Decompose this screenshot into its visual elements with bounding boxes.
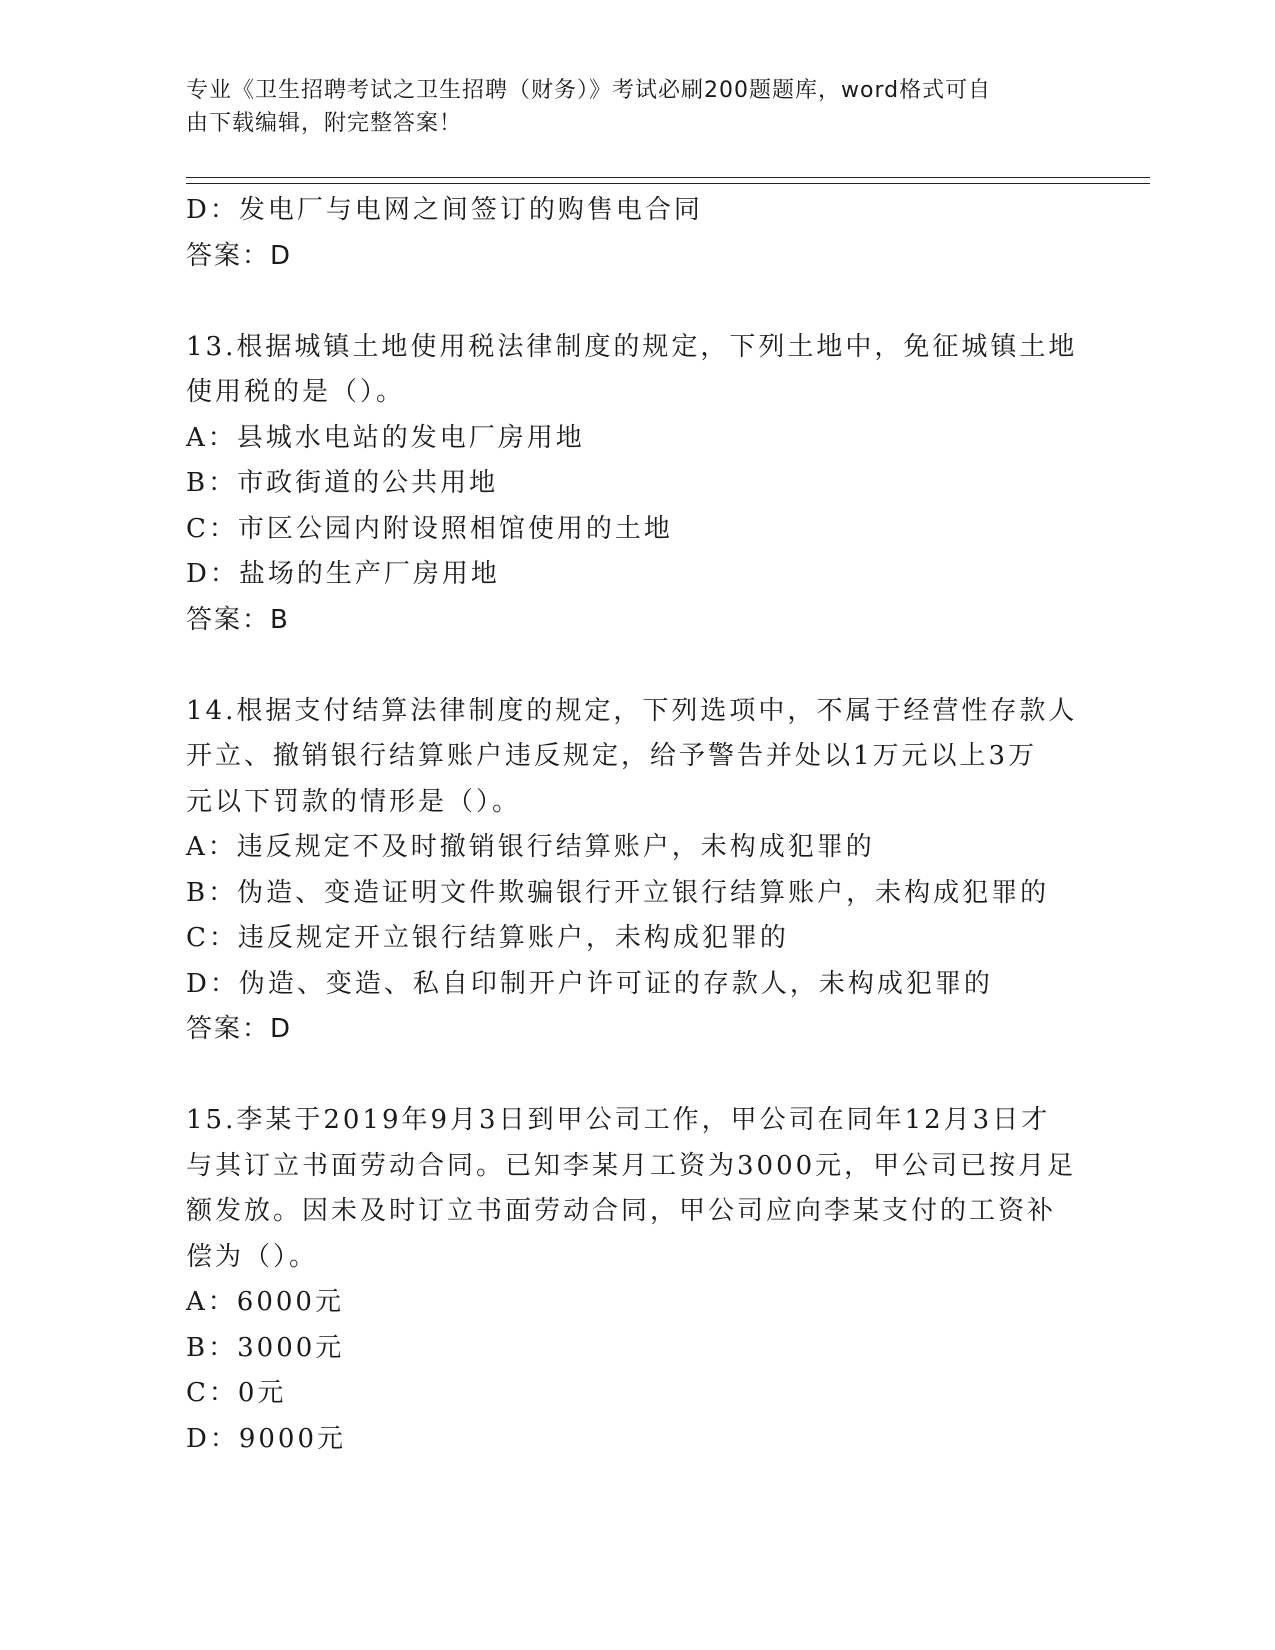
question-13-text-line-1: 13.根据城镇土地使用税法律制度的规定，下列土地中，免征城镇土地 [186,331,1078,362]
question-14-text-line-2: 开立、撤销银行结算账户违反规定，给予警告并处以1万元以上3万 [186,741,1038,771]
question-14-option-b: B：伪造、变造证明文件欺骗银行开立银行结算账户，未构成犯罪的 [186,877,1050,908]
question-15-text-line-4: 偿为（）。 [186,1241,319,1272]
document-header [186,74,1066,140]
header-divider-top [186,177,1150,178]
header-line-1: 专业《卫生招聘考试之卫生招聘（财务）》考试必刷200题题库，word格式可自 [186,78,992,103]
question-15-option-d: D：9000元 [186,1423,347,1454]
question-13 [186,325,1086,644]
question-13-answer: 答案：B [186,604,290,635]
document-body [186,188,1086,1462]
question-15-option-a: A：6000元 [186,1287,344,1317]
question-15-option-b: B：3000元 [186,1332,345,1363]
question-13-option-a: A：县城水电站的发电厂房用地 [186,422,585,453]
question-13-option-b: B：市政街道的公共用地 [186,468,499,498]
header-divider-bottom [186,183,1150,184]
question-13-text-line-2: 使用税的是（）。 [186,377,406,407]
question-14-text-line-3: 元以下罚款的情形是（）。 [186,786,522,817]
question-14-option-a: A：违反规定不及时撤销银行结算账户，未构成犯罪的 [186,832,875,862]
question-14-option-c: C：违反规定开立银行结算账户，未构成犯罪的 [186,923,789,953]
question-13-option-d: D：盐场的生产厂房用地 [186,559,500,589]
header-line-2: 由下载编辑，附完整答案！ [186,111,463,136]
question-13-option-c: C：市区公园内附设照相馆使用的土地 [186,513,673,544]
spacer [186,643,1086,689]
question-14-text-line-1: 14.根据支付结算法律制度的规定，下列选项中，不属于经营性存款人 [186,695,1078,726]
prev-question-option-d: D：发电厂与电网之间签订的购售电合同 [186,195,703,225]
question-15-text-line-1: 15.李某于2019年9月3日到甲公司工作，甲公司在同年12月3日才 [186,1105,1051,1135]
question-15-option-c: C：0元 [186,1378,287,1408]
prev-question-answer: 答案：D [186,240,293,271]
question-15-text-line-2: 与其订立书面劳动合同。已知李某月工资为3000元，甲公司已按月足 [186,1150,1077,1181]
question-14 [186,689,1086,1053]
spacer [186,1053,1086,1099]
question-15-text-line-3: 额发放。因未及时订立书面劳动合同，甲公司应向李某支付的工资补 [186,1196,1057,1226]
spacer [186,279,1086,325]
question-14-answer: 答案：D [186,1014,293,1044]
question-14-option-d: D：伪造、变造、私自印制开户许可证的存款人，未构成犯罪的 [186,968,993,999]
question-15 [186,1098,1086,1462]
